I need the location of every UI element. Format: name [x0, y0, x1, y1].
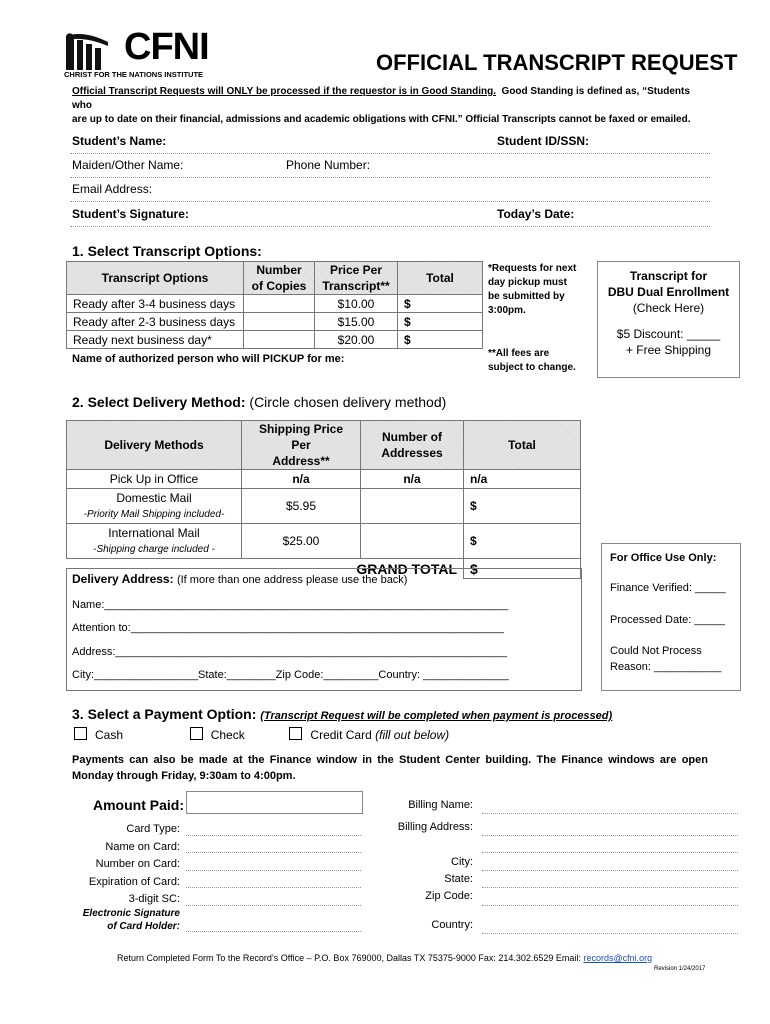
signature-label: Student’s Signature: — [72, 207, 189, 221]
expiration-field[interactable] — [186, 887, 361, 888]
maiden-name-field[interactable] — [70, 177, 710, 178]
billing-address-field-2[interactable] — [482, 852, 738, 853]
country-label: Country: — [431, 919, 473, 931]
processed-date: Processed Date: _____ — [610, 614, 725, 626]
header-number-addresses: Number of Addresses — [361, 421, 464, 470]
expiration-label: Expiration of Card: — [88, 875, 180, 888]
revision-note: Revision 1/24/2017 — [654, 966, 706, 972]
cash-option[interactable]: Cash — [74, 728, 123, 742]
address-city-line[interactable]: City:_________________State:________Zip Code:_________Country: ______________ — [72, 669, 509, 681]
card-type-field[interactable] — [186, 835, 361, 836]
name-on-card-field[interactable] — [186, 852, 361, 853]
credit-checkbox[interactable] — [289, 727, 302, 740]
total-input[interactable]: $ — [398, 295, 483, 313]
name-on-card-label: Name on Card: — [105, 840, 180, 853]
cfni-logo-icon — [64, 30, 124, 70]
maiden-name-label: Maiden/Other Name: — [72, 158, 184, 172]
delivery-methods-table — [66, 420, 581, 579]
number-on-card-label: Number on Card: — [95, 858, 180, 870]
pickup-label: Name of authorized person who will PICKUP for me: — [72, 353, 345, 365]
row-total[interactable]: $ — [464, 524, 581, 559]
delivery-method-international[interactable]: International Mail -Shipping charge included - — [67, 524, 242, 559]
state-field[interactable] — [482, 887, 738, 888]
section3-heading: 3. Select a Payment Option: (Transcript Request will be completed when payment is processed) — [72, 706, 613, 722]
amount-paid-input[interactable] — [186, 791, 363, 814]
copies-input[interactable] — [244, 313, 315, 331]
table-row — [67, 489, 581, 524]
table-row — [67, 295, 483, 313]
country-field[interactable] — [482, 933, 738, 934]
city-field[interactable] — [482, 870, 738, 871]
dbu-check-here[interactable]: (Check Here) — [632, 301, 705, 315]
next-day-note: *Requests for next day pickup must be submitted by 3:00pm. — [488, 263, 577, 316]
footer-text: Return Completed Form To the Record’s Office – P.O. Box 769000, Dallas TX 75375-9000 Fax: 214.302.6529 Email: — [117, 953, 581, 963]
row-total[interactable]: $ — [464, 489, 581, 524]
credit-option[interactable]: Credit Card (fill out below) — [289, 728, 449, 742]
num-addresses-input[interactable] — [361, 524, 464, 559]
reason: Reason: ___________ — [610, 661, 722, 673]
billing-address-label: Billing Address: — [397, 821, 473, 833]
dbu-line-2: DBU Dual Enrollment — [607, 285, 730, 299]
section2-heading: 2. Select Delivery Method: (Circle chosen delivery method) — [72, 394, 447, 410]
could-not-process: Could Not Process — [610, 645, 702, 657]
notice-line2: are up to date on their financial, admissions and academic obligations with CFNI.” Official Transcripts cannot be faxed or emailed. — [72, 114, 691, 125]
address-street-line[interactable]: Address:________________________________________________________________ — [72, 646, 507, 658]
notice-underlined: Official Transcript Requests will ONLY be processed if the requestor is in Good Standing. — [72, 86, 496, 97]
esig-label: Electronic Signature of Card Holder: — [82, 908, 180, 932]
zip-label: Zip Code: — [425, 890, 473, 902]
state-label: State: — [444, 873, 473, 885]
header-total: Total — [398, 262, 483, 295]
num-addresses-input[interactable] — [361, 489, 464, 524]
address-name-line[interactable]: Name:__________________________________________________________________ — [72, 599, 509, 611]
header-shipping-price: Shipping Price Per Address** — [242, 421, 361, 470]
card-labels — [60, 821, 180, 909]
office-use-box — [601, 543, 741, 691]
check-checkbox[interactable] — [190, 727, 203, 740]
header-transcript-options: Transcript Options — [67, 262, 244, 295]
option-label: Ready after 3-4 business days — [67, 295, 244, 313]
sc-label: 3-digit SC: — [128, 893, 180, 905]
shipping-price: $25.00 — [242, 524, 361, 559]
dbu-free-shipping: + Free Shipping — [625, 343, 712, 357]
header-total: Total — [464, 421, 581, 470]
billing-address-field-1[interactable] — [482, 835, 738, 836]
esig-field[interactable] — [186, 931, 361, 932]
shipping-price: $5.95 — [242, 489, 361, 524]
grand-total-value[interactable]: $ — [464, 559, 581, 579]
delivery-method-pickup[interactable]: Pick Up in Office — [67, 470, 242, 489]
billing-name-field[interactable] — [482, 813, 738, 814]
delivery-method-domestic[interactable]: Domestic Mail -Priority Mail Shipping included- — [67, 489, 242, 524]
table-row — [67, 331, 483, 349]
table-row — [67, 524, 581, 559]
price-cell: $15.00 — [315, 313, 398, 331]
copies-input[interactable] — [244, 295, 315, 313]
email-field[interactable] — [70, 201, 710, 202]
cash-checkbox[interactable] — [74, 727, 87, 740]
email-label: Email Address: — [72, 182, 153, 196]
total-input[interactable]: $ — [398, 331, 483, 349]
shipping-price: n/a — [242, 470, 361, 489]
option-label: Ready after 2-3 business days — [67, 313, 244, 331]
logo — [64, 26, 224, 82]
office-heading: For Office Use Only: — [610, 552, 717, 564]
date-label: Today’s Date: — [497, 207, 575, 221]
signature-field[interactable] — [70, 226, 710, 227]
num-addresses: n/a — [361, 470, 464, 489]
student-name-field[interactable] — [70, 153, 710, 154]
dbu-line-1: Transcript for — [629, 269, 708, 283]
logo-subtitle: CHRIST FOR THE NATIONS INSTITUTE — [64, 70, 204, 79]
student-id-label: Student ID/SSN: — [497, 134, 589, 148]
check-option[interactable]: Check — [190, 728, 245, 742]
delivery-address-heading: Delivery Address: (If more than one address please use the back) — [72, 572, 408, 586]
page-title: OFFICIAL TRANSCRIPT REQUEST — [376, 50, 738, 75]
copies-input[interactable] — [244, 331, 315, 349]
table-row — [67, 470, 581, 489]
header-copies: Number of Copies — [244, 262, 315, 295]
dbu-box[interactable] — [597, 261, 740, 378]
total-input[interactable]: $ — [398, 313, 483, 331]
city-label: City: — [451, 856, 473, 868]
transcript-options-table — [66, 261, 483, 349]
header-delivery-methods: Delivery Methods — [67, 421, 242, 470]
footer — [117, 953, 652, 963]
number-on-card-field[interactable] — [186, 870, 361, 871]
good-standing-notice — [72, 85, 712, 127]
footer-email-link[interactable]: records@cfni.org — [583, 953, 653, 963]
price-cell: $20.00 — [315, 331, 398, 349]
billing-name-label: Billing Name: — [408, 799, 473, 811]
row-total: n/a — [464, 470, 581, 489]
grand-total-label: GRAND TOTAL — [356, 560, 457, 577]
phone-label: Phone Number: — [286, 158, 371, 172]
sc-field[interactable] — [186, 905, 361, 906]
fees-note: **All fees are subject to change. — [488, 348, 576, 373]
section1-heading: 1. Select Transcript Options: — [72, 243, 262, 259]
table-row — [67, 313, 483, 331]
card-type-label: Card Type: — [126, 823, 180, 835]
address-attention-line[interactable]: Attention to:_____________________________________________________________ — [72, 622, 504, 634]
zip-field[interactable] — [482, 905, 738, 906]
price-cell: $10.00 — [315, 295, 398, 313]
dbu-discount: $5 Discount: _____ — [616, 327, 721, 341]
student-name-label: Student’s Name: — [72, 134, 167, 148]
amount-paid-label: Amount Paid: — [93, 797, 184, 813]
header-price: Price Per Transcript** — [315, 262, 398, 295]
payments-note: Payments can also be made at the Finance window in the Student Center building. The Finance windows are open Monday through Friday, 9:30am to 4:00pm. — [72, 754, 708, 782]
logo-text: CFNI — [124, 26, 209, 68]
notice-line1-rest: Good Standing is defined as, “Students who — [72, 86, 690, 111]
payment-options — [74, 727, 449, 742]
finance-verified: Finance Verified: _____ — [610, 582, 726, 594]
option-label: Ready next business day* — [67, 331, 244, 349]
